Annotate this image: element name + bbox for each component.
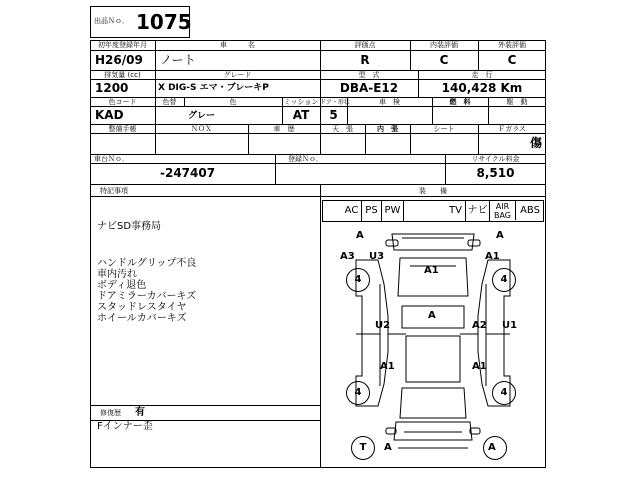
fuel-label: 燃 料 [449, 98, 471, 106]
grade-label: グレード [223, 71, 252, 79]
registration-number-label: 登録Ｎｏ． [288, 155, 323, 163]
interior-lining-label: 内 張 [377, 125, 398, 133]
model-value: DBA-E12 [339, 81, 399, 95]
front-glass-label: Ｆガラス [498, 125, 526, 133]
equipment-pw: PW [382, 201, 404, 221]
equipment-abs: ABS [520, 205, 540, 216]
repair-history-label: 修復歴 [100, 409, 121, 417]
tire-rear-left: 4 [346, 381, 370, 405]
first-registration-value: H26/09 [95, 53, 143, 67]
doors-label: ドア・形状 [320, 99, 350, 106]
inspection-label: 車 検 [379, 98, 400, 106]
equipment-navi: ナビ [466, 201, 490, 221]
damage-left-fender-scratch: U3 [369, 251, 385, 262]
damage-left-rear-door: A1 [380, 361, 395, 372]
chassis-number-value: -247407 [160, 166, 216, 180]
exterior-score-label: 外装評価 [498, 41, 526, 49]
lot-number: 1075 [136, 10, 192, 34]
damage-right-front-door: A2 [472, 320, 487, 331]
equipment-airbag: AIR BAG [490, 201, 516, 220]
interior-score-label: 内装評価 [430, 41, 458, 49]
color-change-label: 色替 [162, 98, 177, 106]
damage-left-fender: A3 [340, 251, 355, 262]
model-label: 型 式 [358, 71, 380, 79]
color-value: グレー [188, 111, 216, 121]
remark-line: スタッドレスタイヤ [97, 302, 187, 313]
repair-detail: Fインナー歪 [97, 421, 153, 432]
spare-tire: T [351, 436, 375, 460]
front-glass-value: 傷 [529, 136, 542, 150]
car-history-label: 車 歴 [273, 125, 295, 133]
damage-rear-left: A [384, 442, 392, 453]
nox-label: ＮＯＸ [191, 125, 212, 133]
seat-label: シート [433, 125, 455, 133]
car-damage-diagram [322, 226, 544, 466]
remark-line: ドアミラーカバーキズ [97, 291, 197, 302]
damage-left-front-door: U2 [375, 320, 391, 331]
lot-label: 出品Ｎｏ． [94, 17, 129, 25]
transmission-label: ミッション [283, 98, 319, 106]
equipment-tv: TV [446, 201, 466, 221]
color-code-value: KAD [95, 108, 124, 122]
remark-line: ボディ退色 [97, 280, 147, 291]
ceiling-label: 天 張 [332, 125, 353, 133]
equipment-label: 装 備 [419, 187, 447, 195]
color-label: 色 [229, 98, 237, 106]
remarks-label: 特記事項 [100, 187, 128, 195]
remark-line: 車内汚れ [97, 269, 137, 280]
mileage-value: 140,428 Km [441, 81, 523, 95]
score-value: R [360, 53, 370, 67]
tire-rear-right: 4 [492, 381, 516, 405]
displacement-value: 1200 [95, 81, 129, 95]
transmission-value: AT [292, 108, 310, 122]
interior-score-value: C [439, 53, 449, 67]
maintenance-book-label: 整備手帳 [108, 125, 137, 133]
drive-label: 駆 動 [506, 98, 528, 106]
damage-windshield: A [428, 310, 436, 321]
damage-right-fender: A1 [485, 251, 500, 262]
first-registration-label: 初年度登録年月 [98, 41, 147, 49]
chassis-number-label: 車台Ｎｏ． [94, 155, 129, 163]
equipment-ac: AC [342, 201, 362, 221]
recycle-fee-value: 8,510 [476, 166, 515, 180]
score-label: 評価点 [354, 41, 376, 49]
car-name-value: ノート [160, 53, 196, 67]
damage-hood: A1 [424, 265, 439, 276]
damage-rear-right: A [488, 442, 496, 453]
remark-first: ナビSD事務局 [97, 221, 162, 232]
doors-value: 5 [329, 108, 338, 122]
damage-right-rear-door: A1 [472, 361, 487, 372]
spare-tire-blank [483, 436, 507, 460]
damage-front-left: A [356, 230, 364, 241]
damage-front-right: A [496, 230, 504, 241]
recycle-fee-label: リサイクル料金 [471, 155, 520, 163]
repair-history-value: 有 [135, 407, 145, 418]
tire-front-left: 4 [346, 268, 370, 292]
grade-value: X DIG-S エマ・ブレーキP [158, 83, 269, 93]
displacement-label: 排気量 (cc) [104, 71, 141, 79]
remark-line: ハンドルグリップ不良 [97, 258, 197, 269]
color-code-label: 色コード [108, 98, 137, 106]
mileage-label: 走 行 [471, 71, 493, 79]
damage-right-rocker: U1 [502, 320, 518, 331]
exterior-score-value: C [507, 53, 517, 67]
car-name-label: 車 名 [220, 41, 255, 49]
remarks-list [97, 258, 196, 324]
equipment-ps: PS [362, 201, 382, 221]
remark-line: ホイールカバーキズ [97, 313, 187, 324]
tire-front-right: 4 [492, 268, 516, 292]
